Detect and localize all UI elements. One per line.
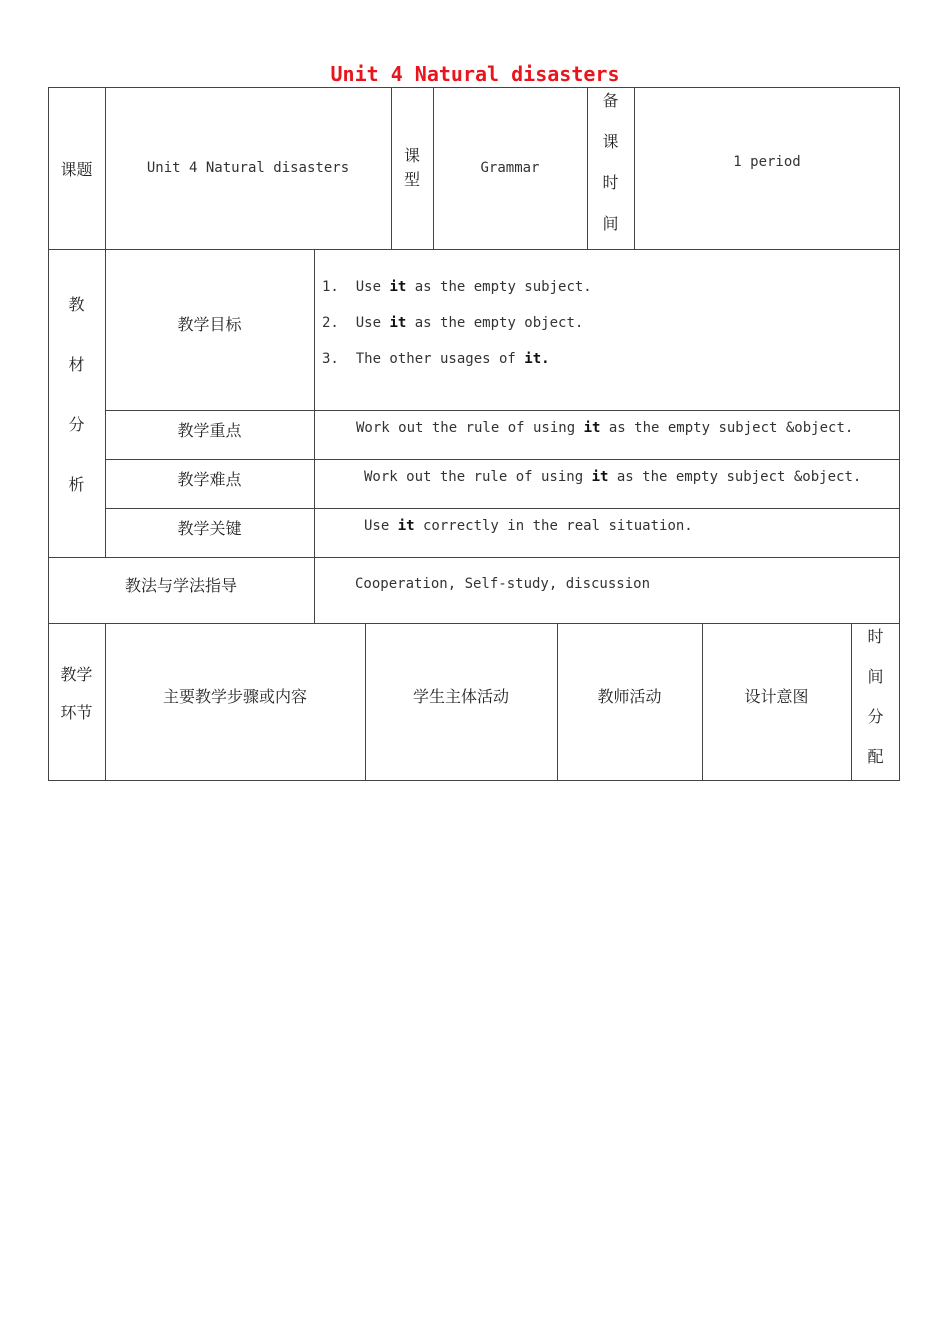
methods-label: 教法与学法指导: [124, 575, 237, 595]
difficulties-label: 教学难点: [177, 469, 242, 489]
col-divider: [314, 249, 315, 623]
key-label: 教学关键: [177, 518, 242, 538]
prep-time-label: 备 课 时 间: [602, 91, 619, 233]
time-allocation-label: 时 间 分 配: [867, 627, 884, 766]
objectives-label: 教学目标: [177, 314, 242, 334]
stage-label: 教学 环节: [60, 665, 93, 722]
type-value: Grammar: [480, 160, 540, 176]
objective-item: 2. Use it as the empty object.: [322, 315, 584, 331]
key-points-label: 教学重点: [177, 420, 242, 440]
teacher-activity-label: 教师活动: [597, 686, 662, 706]
student-activity-label: 学生主体活动: [412, 686, 509, 706]
design-intent-label: 设计意图: [744, 686, 809, 706]
type-label: 课 型: [403, 146, 420, 189]
prep-time-value: 1 period: [733, 154, 801, 170]
key-value: Use it correctly in the real situation.: [364, 518, 693, 534]
key-points-value: Work out the rule of using it as the empty subject &object.: [356, 420, 854, 436]
objective-item: 3. The other usages of it.: [322, 351, 550, 367]
topic-value: Unit 4 Natural disasters: [146, 160, 350, 176]
page-title: Unit 4 Natural disasters: [330, 62, 620, 86]
objective-item: 1. Use it as the empty subject.: [322, 279, 592, 295]
topic-label: 课题: [60, 159, 93, 179]
difficulties-value: Work out the rule of using it as the empty subject &object.: [364, 469, 862, 485]
methods-value: Cooperation, Self-study, discussion: [355, 576, 651, 592]
analysis-section-label: 教 材 分 析: [68, 295, 85, 494]
steps-label: 主要教学步骤或内容: [162, 686, 307, 706]
